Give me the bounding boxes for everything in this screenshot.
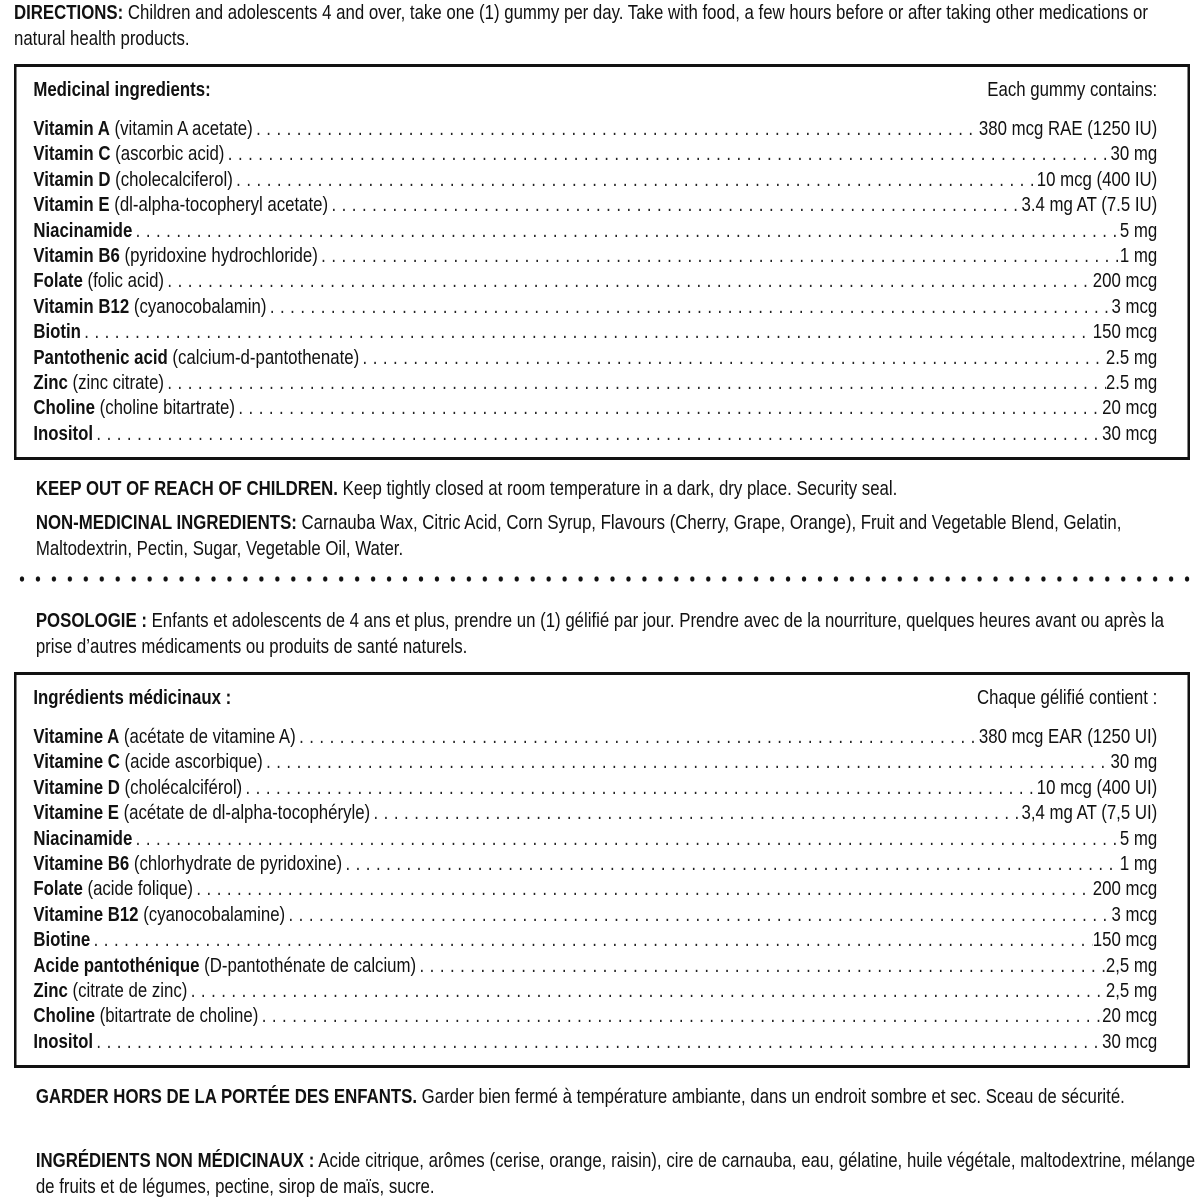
ingredient-amount: 150 mcg	[1092, 929, 1158, 952]
posologie-text: Enfants et adolescents de 4 ans et plus, prendre un (1) gélifié par jour. Prendre avec de la nourriture, quelques heures avant ou après la prise d’autres médicaments ou produits de santé naturels.	[35, 610, 1164, 658]
ingredient-name: Inositol	[33, 1030, 94, 1053]
ingredient-detail: (cyanocobalamin)	[129, 295, 267, 318]
ingredient-row	[33, 193, 1157, 218]
ingredient-row	[33, 269, 1157, 294]
ingredient-amount: 20 mcg	[1102, 397, 1158, 420]
ingredient-detail: (chlorhydrate de pyridoxine)	[129, 852, 343, 875]
keep-label: GARDER HORS DE LA PORTÉE DES ENFANTS.	[35, 1086, 417, 1108]
ingredient-amount: 30 mg	[1110, 751, 1158, 774]
ingredient-amount: 30 mcg	[1102, 1030, 1158, 1053]
ingredient-name: Niacinamide	[33, 219, 133, 242]
ingredient-name: Niacinamide	[33, 827, 133, 850]
ingredient-detail: (vitamin A acetate)	[109, 118, 253, 140]
ingredient-row	[33, 244, 1157, 269]
keep-text: Keep tightly closed at room temperature in a dark, dry place. Security seal.	[337, 478, 898, 500]
ingredient-amount: 380 mcg EAR (1250 UI)	[978, 726, 1158, 748]
ingredient-detail: (acétate de dl-alpha-tocophéryle)	[118, 802, 371, 825]
ingredient-name: Choline	[33, 1005, 95, 1028]
ingredient-name: Biotin	[33, 321, 81, 344]
ingredient-detail: (choline bitartrate)	[94, 397, 235, 420]
ingredient-row	[33, 295, 1157, 320]
ingredient-amount: 30 mg	[1110, 143, 1158, 166]
ingredient-row	[33, 346, 1157, 371]
ingredient-detail: (bitartrate de choline)	[94, 1005, 259, 1028]
dot-leader	[263, 750, 1111, 775]
dot-leader	[342, 852, 1120, 877]
nonmed-label: INGRÉDIENTS NON MÉDICINAUX :	[35, 1150, 315, 1172]
ingredient-name: Folate	[33, 878, 83, 901]
ingredient-row	[33, 776, 1157, 801]
table-header-right: Chaque gélifié contient :	[976, 687, 1158, 709]
table-header	[33, 77, 1157, 103]
ingredient-row	[33, 117, 1157, 142]
ingredient-amount: 3.4 mg AT (7.5 IU)	[1021, 194, 1158, 217]
ingredient-amount: 380 mcg RAE (1250 IU)	[978, 118, 1158, 140]
ingredient-detail: (cholecalciferol)	[110, 168, 233, 191]
ingredient-detail: (citrate de zinc)	[67, 979, 188, 1002]
dot-leader	[258, 1004, 1102, 1029]
directions-text: Children and adolescents 4 and over, take one (1) gummy per day. Take with food, a few hours before or after taking other medications or natural health products.	[14, 2, 1148, 50]
ingredient-amount: 2.5 mg	[1105, 371, 1158, 394]
dot-leader	[81, 320, 1093, 345]
nonmed-text: Acide citrique, arômes (cerise, orange, raisin), cire de carnauba, eau, gélatine, huile végétale, maltodextrine, mélange de fruits et de légumes, pectine, sirop de maïs, sucre.	[35, 1150, 1196, 1198]
ingredient-name: Vitamine C	[33, 751, 120, 774]
dot-leader	[224, 142, 1110, 167]
ingredient-row	[33, 750, 1157, 775]
ingredient-name: Vitamin D	[33, 168, 111, 191]
table-header-left: Medicinal ingredients:	[33, 79, 211, 101]
ingredient-detail: (D-pantothénate de calcium)	[199, 954, 417, 977]
ingredient-amount: 2.5 mg	[1105, 346, 1158, 369]
ingredient-rows	[33, 725, 1157, 1055]
ingredient-detail: (cholécalciférol)	[119, 776, 243, 799]
keep-out-of-reach-paragraph	[36, 476, 1195, 502]
ingredient-detail: (zinc citrate)	[67, 371, 165, 394]
dot-leader	[416, 954, 1106, 979]
nonmed-label: NON-MEDICINAL INGREDIENTS:	[35, 512, 297, 534]
ingredient-name: Zinc	[33, 979, 68, 1002]
table-header-left: Ingrédients médicinaux :	[33, 687, 232, 709]
ingredient-row	[33, 219, 1157, 244]
dot-leader	[93, 422, 1102, 447]
posologie-label: POSOLOGIE :	[35, 610, 147, 632]
ingredient-name: Vitamin E	[33, 194, 110, 217]
ingredient-row	[33, 320, 1157, 345]
ingredient-amount: 1 mg	[1119, 852, 1158, 875]
directions-label: DIRECTIONS:	[14, 2, 124, 24]
ingredient-row	[33, 852, 1157, 877]
ingredient-amount: 30 mcg	[1102, 422, 1158, 445]
ingredient-amount: 5 mg	[1119, 827, 1158, 850]
garder-hors-paragraph	[36, 1084, 1195, 1110]
medicinal-ingredients-table-en	[14, 64, 1190, 460]
ingredient-amount: 1 mg	[1119, 244, 1158, 267]
dot-leader	[242, 776, 1037, 801]
ingredient-amount: 200 mcg	[1092, 270, 1158, 293]
ingredient-row	[33, 954, 1157, 979]
ingredient-name: Inositol	[33, 422, 94, 445]
ingredient-row	[33, 168, 1157, 193]
ingredient-row	[33, 1030, 1157, 1055]
ingredient-amount: 2,5 mg	[1105, 979, 1158, 1002]
ingredient-amount: 10 mcg (400 UI)	[1036, 776, 1158, 799]
nonmed-text: Carnauba Wax, Citric Acid, Corn Syrup, Flavours (Cherry, Grape, Orange), Fruit and Vegetable Blend, Gelatin, Maltodextrin, Pectin, Sugar, Vegetable Oil, Water.	[35, 512, 1122, 560]
ingredient-name: Vitamine D	[33, 776, 120, 799]
dot-leader	[370, 801, 1021, 826]
dot-leader	[164, 371, 1106, 396]
ingredient-name: Vitamin B12	[33, 295, 130, 318]
dotted-divider	[14, 574, 1190, 584]
table-header-right: Each gummy contains:	[987, 79, 1158, 101]
ingredient-name: Vitamin A	[33, 118, 110, 140]
posologie-paragraph	[36, 608, 1195, 660]
table-header	[33, 685, 1157, 711]
dot-leader	[296, 725, 979, 750]
ingredients-non-medicinaux-paragraph	[36, 1148, 1195, 1200]
dot-leader	[164, 269, 1093, 294]
dot-leader	[253, 117, 979, 142]
ingredient-row	[33, 979, 1157, 1004]
ingredient-row	[33, 422, 1157, 447]
ingredient-rows	[33, 117, 1157, 447]
ingredient-name: Folate	[33, 270, 83, 293]
ingredient-amount: 3,4 mg AT (7,5 UI)	[1021, 802, 1158, 825]
dot-leader	[285, 903, 1111, 928]
ingredient-amount: 150 mcg	[1092, 321, 1158, 344]
ingredient-row	[33, 877, 1157, 902]
keep-label: KEEP OUT OF REACH OF CHILDREN.	[35, 478, 338, 500]
dot-leader	[328, 193, 1021, 218]
ingredient-row	[33, 827, 1157, 852]
dot-leader	[318, 244, 1120, 269]
keep-text: Garder bien fermé à température ambiante, dans un endroit sombre et sec. Sceau de sécurité.	[416, 1086, 1125, 1108]
ingredient-name: Vitamine B6	[33, 852, 130, 875]
dot-leader	[193, 877, 1093, 902]
ingredient-detail: (ascorbic acid)	[110, 143, 225, 166]
ingredient-detail: (pyridoxine hydrochloride)	[119, 244, 318, 267]
non-medicinal-ingredients-paragraph	[36, 510, 1195, 562]
ingredient-name: Vitamine B12	[33, 903, 139, 926]
ingredient-amount: 10 mcg (400 IU)	[1036, 168, 1158, 191]
ingredient-row	[33, 725, 1157, 750]
dot-leader	[235, 396, 1102, 421]
ingredient-detail: (acide ascorbique)	[119, 751, 263, 774]
ingredient-amount: 2,5 mg	[1105, 954, 1158, 977]
ingredient-name: Biotine	[33, 929, 91, 952]
ingredient-detail: (acétate de vitamine A)	[119, 726, 296, 748]
ingredient-amount: 5 mg	[1119, 219, 1158, 242]
ingredient-detail: (acide folique)	[82, 878, 193, 901]
dot-leader	[233, 168, 1037, 193]
ingredient-detail: (calcium-d-pantothenate)	[167, 346, 360, 369]
dot-leader	[90, 928, 1093, 953]
ingredient-row	[33, 801, 1157, 826]
ingredient-amount: 200 mcg	[1092, 878, 1158, 901]
dot-leader	[93, 1030, 1102, 1055]
ingredient-row	[33, 903, 1157, 928]
directions-paragraph	[14, 0, 1190, 52]
ingredient-detail: (folic acid)	[82, 270, 165, 293]
ingredient-name: Vitamine A	[33, 726, 120, 748]
dot-leader	[187, 979, 1106, 1004]
ingredient-row	[33, 1004, 1157, 1029]
ingredient-row	[33, 928, 1157, 953]
dot-leader	[132, 219, 1120, 244]
ingredient-row	[33, 371, 1157, 396]
ingredient-amount: 3 mcg	[1111, 903, 1158, 926]
ingredient-name: Vitamine E	[33, 802, 119, 825]
dot-leader	[266, 295, 1111, 320]
dot-leader	[132, 827, 1120, 852]
medicinal-ingredients-table-fr	[14, 672, 1190, 1068]
ingredient-detail: (cyanocobalamine)	[138, 903, 286, 926]
ingredient-name: Acide pantothénique	[33, 954, 200, 977]
ingredient-row	[33, 142, 1157, 167]
ingredient-name: Pantothenic acid	[33, 346, 168, 369]
ingredient-row	[33, 396, 1157, 421]
ingredient-amount: 3 mcg	[1111, 295, 1158, 318]
ingredient-name: Zinc	[33, 371, 68, 394]
ingredient-name: Choline	[33, 397, 95, 420]
ingredient-detail: (dl-alpha-tocopheryl acetate)	[109, 194, 329, 217]
ingredient-name: Vitamin C	[33, 143, 111, 166]
ingredient-name: Vitamin B6	[33, 244, 120, 267]
dot-leader	[359, 346, 1106, 371]
ingredient-amount: 20 mcg	[1102, 1005, 1158, 1028]
